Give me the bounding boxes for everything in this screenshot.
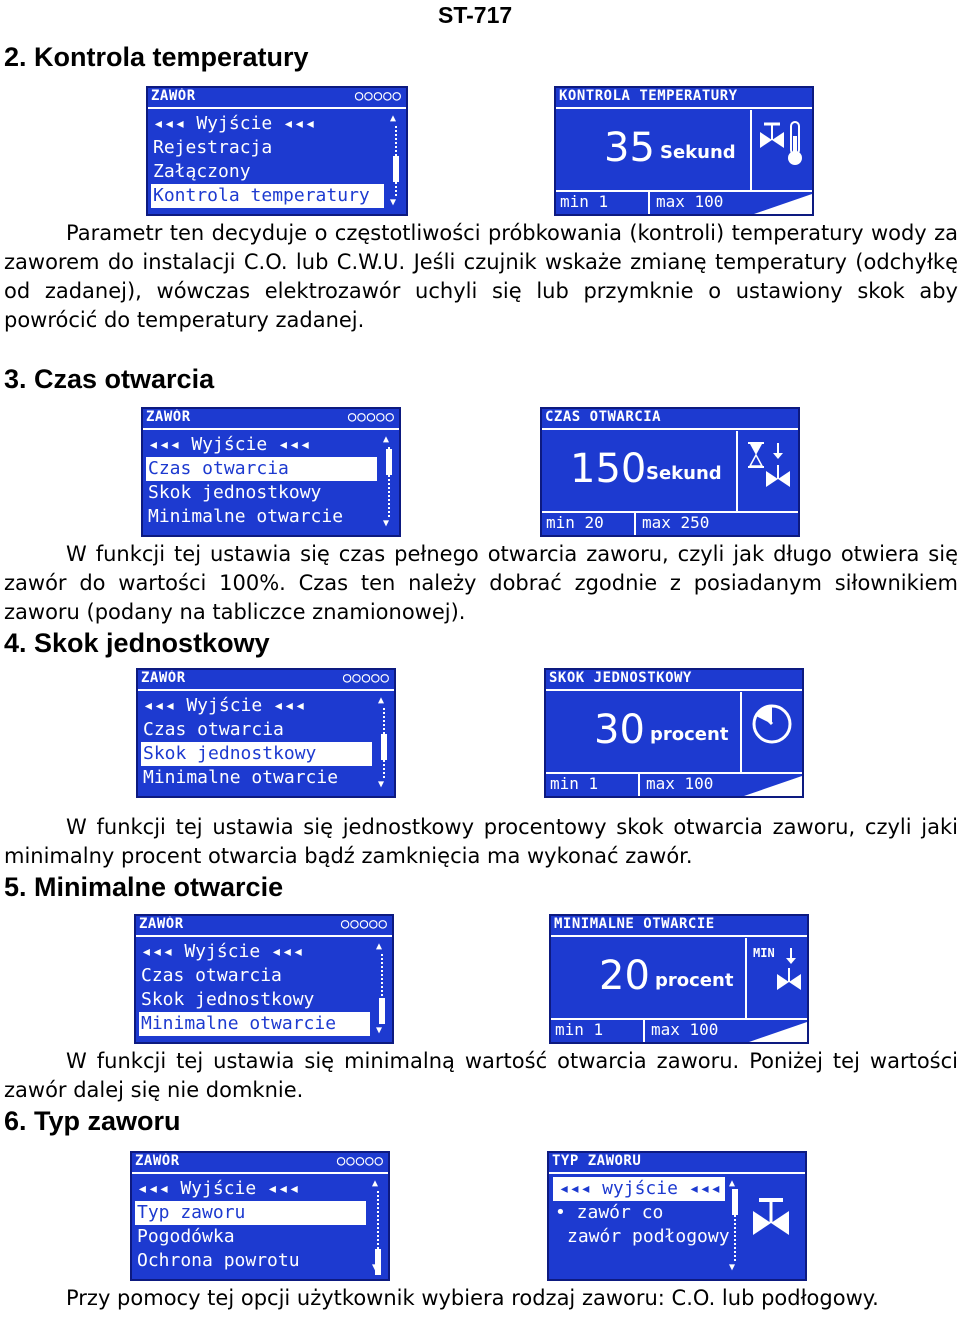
menu-item-typ-zaworu[interactable]: Typ zaworu	[135, 1201, 366, 1225]
scrollbar[interactable]: ▲ ▼	[729, 1179, 741, 1273]
setting-value[interactable]: 35	[604, 125, 655, 171]
typ-item-exit[interactable]: ◂◂◂ wyjście ◂◂◂	[553, 1177, 725, 1201]
screen-title: CZAS OTWARCIA	[545, 409, 662, 425]
scrollbar[interactable]: ▲ ▼	[372, 1179, 384, 1273]
max-label: max 100	[646, 774, 714, 793]
menu-item-zalaczony[interactable]: Załączony	[153, 161, 251, 182]
section-6-text: Przy pomocy tej opcji użytkownik wybiera rodzaj zaworu: C.O. lub podłogowy.	[66, 1286, 879, 1310]
menu-dots: ○○○○○	[354, 88, 402, 104]
menu-item-skok-jednostkowy[interactable]: Skok jednostkowy	[141, 989, 315, 1010]
menu-item-exit[interactable]: ◂◂◂ Wyjście ◂◂◂	[143, 695, 306, 716]
menu-item-minimalne-otwarcie[interactable]: Minimalne otwarcie	[139, 1012, 370, 1036]
setting-value[interactable]: 150	[570, 446, 647, 492]
s6-menu-screen	[130, 1151, 390, 1281]
section-4-heading: 4. Skok jednostkowy	[4, 628, 270, 658]
hourglass-valve-icon	[744, 439, 792, 489]
max-label: max 100	[651, 1020, 719, 1039]
typ-item-zawor-co[interactable]: • zawór co	[555, 1202, 664, 1223]
section-2-heading: 2. Kontrola temperatury	[4, 42, 309, 72]
menu-title: ZAWÓR	[135, 1153, 180, 1169]
setting-unit: procent	[655, 970, 734, 991]
section-5-text: W funkcji tej ustawia się minimalną wartość otwarcia zaworu. Poniżej tej wartości zawór dalej się nie domknie.	[4, 1049, 958, 1102]
s5-menu-screen	[134, 914, 394, 1044]
scrollbar[interactable]: ▲ ▼	[383, 435, 395, 529]
menu-item-czas-otwarcia[interactable]: Czas otwarcia	[143, 719, 284, 740]
menu-title: ZAWÓR	[146, 409, 191, 425]
s5-value-screen	[549, 914, 809, 1044]
s2-menu-screen	[146, 86, 408, 216]
setting-unit: Sekund	[660, 142, 736, 163]
s2-value-screen	[554, 86, 814, 216]
section-6-heading: 6. Typ zaworu	[4, 1106, 181, 1136]
min-label: min 1	[550, 774, 599, 793]
menu-item-exit[interactable]: ◂◂◂ Wyjście ◂◂◂	[153, 113, 316, 134]
menu-title: ZAWÓR	[151, 88, 196, 104]
setting-unit: procent	[650, 724, 729, 745]
screen-title: TYP ZAWORU	[552, 1153, 642, 1169]
screen-title: KONTROLA TEMPERATURY	[559, 88, 738, 104]
s4-menu-screen	[136, 668, 396, 798]
s6-typ-zaworu-screen	[547, 1151, 807, 1281]
menu-item-ochrona-powrotu[interactable]: Ochrona powrotu	[137, 1250, 300, 1271]
pie-gauge-icon	[748, 700, 796, 750]
menu-item-skok-jednostkowy[interactable]: Skok jednostkowy	[141, 742, 372, 766]
min-label: min 20	[546, 513, 604, 532]
menu-title: ZAWÓR	[139, 916, 184, 932]
setting-value[interactable]: 30	[594, 707, 645, 753]
menu-dots: ○○○○○	[336, 1153, 384, 1169]
max-label: max 250	[642, 513, 710, 532]
min-valve-icon	[753, 946, 801, 996]
min-icon-label: MIN	[753, 946, 775, 960]
section-5-heading: 5. Minimalne otwarcie	[4, 872, 284, 902]
min-label: min 1	[560, 192, 609, 211]
menu-item-exit[interactable]: ◂◂◂ Wyjście ◂◂◂	[141, 941, 304, 962]
menu-dots: ○○○○○	[342, 670, 390, 686]
max-label: max 100	[656, 192, 724, 211]
min-label: min 1	[555, 1020, 604, 1039]
menu-item-exit[interactable]: ◂◂◂ Wyjście ◂◂◂	[148, 434, 311, 455]
section-3-heading: 3. Czas otwarcia	[4, 364, 215, 394]
menu-item-czas-otwarcia[interactable]: Czas otwarcia	[141, 965, 282, 986]
valve-thermometer-icon	[758, 118, 806, 168]
scrollbar[interactable]: ▲ ▼	[390, 114, 402, 208]
section-3-text: W funkcji tej ustawia się czas pełnego otwarcia zaworu, czyli jak długo otwiera się zawór do wartości 100%. Czas ten należy dobrać zgodnie z posiadanym siłownikiem zaworu (podany na tabliczce znamionowej).	[4, 542, 958, 624]
setting-value[interactable]: 20	[599, 953, 650, 999]
scrollbar[interactable]: ▲ ▼	[378, 696, 390, 790]
s3-menu-screen	[141, 407, 401, 537]
section-2-text: Parametr ten decyduje o częstotliwości próbkowania (kontroli) temperatury wody za zaworem do instalacji C.O. lub C.W.U. Jeśli czujnik wskaże zmianę temperatury (odchyłkę od zadanej), wówczas elektrozawór uchyli się lub przymknie o ustawiony skok aby powrócić do temperatury zadanej.	[4, 221, 958, 332]
menu-item-minimalne-otwarcie[interactable]: Minimalne otwarcie	[143, 767, 339, 788]
setting-unit: Sekund	[646, 463, 722, 484]
menu-item-minimalne-otwarcie[interactable]: Minimalne otwarcie	[148, 506, 344, 527]
section-4-text: W funkcji tej ustawia się jednostkowy procentowy skok otwarcia zaworu, czyli jaki minimalny procent otwarcia bądź zamknięcia ma wykonać zawór.	[4, 815, 958, 868]
scrollbar[interactable]: ▲ ▼	[376, 942, 388, 1036]
menu-dots: ○○○○○	[347, 409, 395, 425]
screen-title: MINIMALNE OTWARCIE	[554, 916, 715, 932]
valve-icon	[751, 1195, 795, 1235]
menu-dots: ○○○○○	[340, 916, 388, 932]
s4-value-screen	[544, 668, 804, 798]
menu-item-skok-jednostkowy[interactable]: Skok jednostkowy	[148, 482, 322, 503]
menu-item-pogodowka[interactable]: Pogodówka	[137, 1226, 235, 1247]
s3-value-screen	[540, 407, 800, 537]
typ-item-zawor-podlogowy[interactable]: zawór podłogowy	[567, 1226, 730, 1247]
menu-item-exit[interactable]: ◂◂◂ Wyjście ◂◂◂	[137, 1178, 300, 1199]
document-header: ST-717	[438, 2, 513, 28]
screen-title: SKOK JEDNOSTKOWY	[549, 670, 692, 686]
menu-title: ZAWÓR	[141, 670, 186, 686]
menu-item-rejestracja[interactable]: Rejestracja	[153, 137, 273, 158]
menu-item-czas-otwarcia[interactable]: Czas otwarcia	[146, 457, 377, 481]
menu-item-kontrola-temperatury[interactable]: Kontrola temperatury	[151, 184, 384, 208]
